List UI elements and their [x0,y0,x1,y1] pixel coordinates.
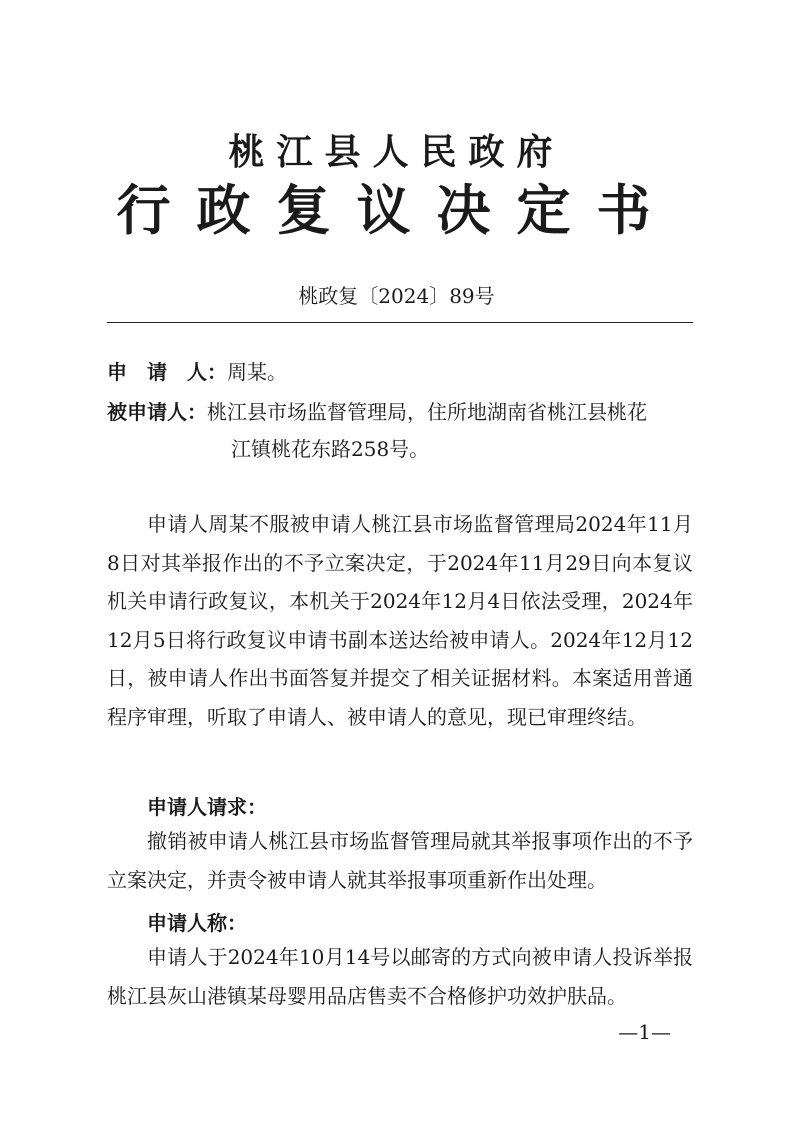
section-heading-claims: 申请人称： [147,911,247,935]
request-paragraph: 撤销被申请人桃江县市场监督管理局就其举报事项作出的不予立案决定，并责令被申请人就其举报事项重新作出处理。 [107,829,693,892]
respondent-label: 被申请人： [107,400,207,424]
issuing-authority: 桃江县人民政府 [228,132,565,173]
document-title: 行政复议决定书 [116,179,677,242]
claims-paragraph: 申请人于2024年10月14号以邮寄的方式向被申请人投诉举报桃江县灰山港镇某母婴用品店售卖不合格修护功效护肤品。 [107,945,693,1008]
case-summary-paragraph: 申请人周某不服被申请人桃江县市场监督管理局2024年11月8日对其举报作出的不予立案决定，于2024年11月29日向本复议机关申请行政复议，本机关于2024年12月4日依法受理，2024年12月5日将行政复议申请书副本送达给被申请人。2024年12月12日，被申请人作出书面答复并提交了相关证据材料。本案适用普通程序审理，听取了申请人、被申请人的意见，现已审理终结。 [107,512,693,729]
respondent-row [107,396,647,425]
document-number: 桃政复〔2024〕89号 [298,284,495,308]
page-number: —1— [618,1020,671,1044]
header-divider [107,322,693,323]
applicant-row [107,356,287,385]
applicant-label: 申 请 人： [107,360,227,384]
respondent-value-line1: 桃江县市场监督管理局，住所地湖南省桃江县桃花 [207,400,647,424]
applicant-value: 周某。 [227,360,287,384]
section-heading-request: 申请人请求： [147,795,267,819]
respondent-value-line2: 江镇桃花东路258号。 [231,437,430,461]
